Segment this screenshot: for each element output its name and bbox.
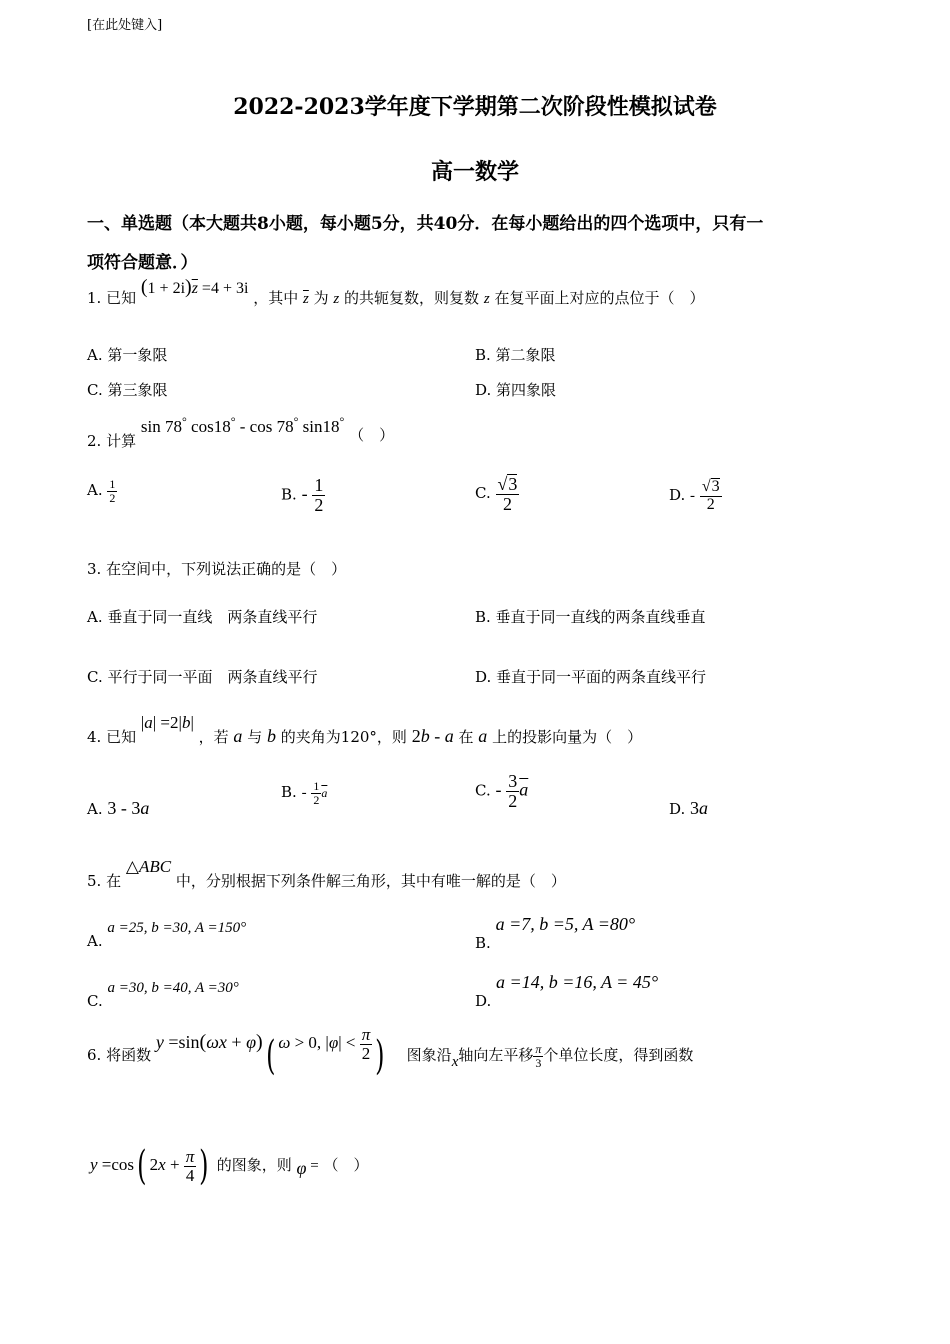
q3-option-d[interactable]: D. 垂直于同一平面的两条直线平行 bbox=[475, 668, 707, 686]
q4-option-d[interactable]: D. 3a bbox=[669, 798, 709, 818]
q2-option-b[interactable]: B. - $\frac{1}{2}$ bbox=[281, 475, 324, 515]
q1-option-c[interactable]: C. 第三象限 bbox=[87, 381, 168, 399]
q2-option-a[interactable]: A. $\frac{1}{2}$ bbox=[87, 477, 116, 505]
q6-function: y =sin(ωx + φ) bbox=[155, 1031, 263, 1053]
q2-expression: sin 78° cos18° - cos 78° sin18° bbox=[140, 414, 345, 436]
q1-equation: $(1 + 2i)\overline{z} =4 + 3i$ bbox=[140, 276, 249, 298]
q6-result-function: y =cos( 2x + $\frac{\pi}{4}$ ) 的图象，则 φ = （ ） bbox=[90, 1143, 369, 1189]
q3-option-b[interactable]: B. 垂直于同一直线的两条直线垂直 bbox=[475, 608, 706, 626]
question-2: 2. 计算 sin 78° cos18° - cos 78° sin18° （ ） bbox=[87, 414, 395, 450]
question-1: 1. 已知 $(1 + 2i)\overline{z} =4 + 3i$ ，其中 $\overline{z}$ 为 z 的共轭复数，则复数 z 在复平面上对应的点位于（ ） bbox=[87, 276, 705, 307]
q3-option-a[interactable]: A. 垂直于同一直线 两条直线平行 bbox=[87, 608, 318, 626]
q4-option-c[interactable]: C. - $\frac{3}{2}$ $\overline{a}$ bbox=[475, 771, 529, 811]
q1-option-b[interactable]: B. 第二象限 bbox=[475, 346, 556, 364]
page-title: 2022-2023学年度下学期第二次阶段性模拟试卷 bbox=[233, 94, 717, 120]
question-4: 4. 已知 |a| =2|b| ，若 a 与 b 的夹角为120°，则 2b - a 在 a 上的投影向量为（ ） bbox=[87, 713, 643, 746]
q4-condition: |a| =2|b| bbox=[140, 713, 194, 732]
q5-option-a[interactable]: A. a =25, b =30, A =150° bbox=[87, 920, 247, 950]
q1-zbar: $\overline{z}$ bbox=[303, 291, 309, 307]
q5-option-d[interactable]: D. a =14, b =16, A = 45° bbox=[475, 972, 659, 1010]
q4-option-a[interactable]: A. 3 - 3a bbox=[87, 798, 150, 818]
page-subtitle: 高一数学 bbox=[430, 159, 519, 185]
question-3: 3. 在空间中，下列说法正确的是（ ） bbox=[87, 560, 347, 578]
question-6: 6. 将函数 y =sin(ωx + φ)( ω > 0, |φ| < $\frac{\pi}{2}$ ) 图象沿x轴向左平移 $\frac{\pi}{3}$ 个单位长度，得到函数 bbox=[87, 1024, 694, 1079]
question-5: 5. 在 △ABC 中，分别根据下列条件解三角形，其中有唯一解的是（ ） bbox=[87, 857, 566, 890]
q3-option-c[interactable]: C. 平行于同一平面 两条直线平行 bbox=[87, 668, 318, 686]
q1-option-a[interactable]: A. 第一象限 bbox=[87, 346, 168, 364]
section-heading-line1: 一、单选题（本大题共8小题，每小题5分，共40分．在每小题给出的四个选项中，只有一 bbox=[87, 214, 764, 234]
q2-option-c[interactable]: C. $\frac{√3}{2}$ bbox=[475, 474, 518, 514]
q5-option-b[interactable]: B. a =7, b =5, A =80° bbox=[475, 914, 636, 952]
q2-option-d[interactable]: D. - $\frac{√3}{2}$ bbox=[669, 478, 720, 513]
q5-option-c[interactable]: C. a =30, b =40, A =30° bbox=[87, 980, 239, 1010]
triangle-abc: △ABC bbox=[125, 857, 172, 876]
section-heading-line2: 项符合题意．） bbox=[87, 253, 198, 273]
q4-option-b[interactable]: B. - $\frac{1}{2}$ $\overline{a}$ bbox=[281, 779, 328, 807]
header-note: [在此处键入] bbox=[87, 18, 163, 33]
q1-option-d[interactable]: D. 第四象限 bbox=[475, 381, 557, 399]
